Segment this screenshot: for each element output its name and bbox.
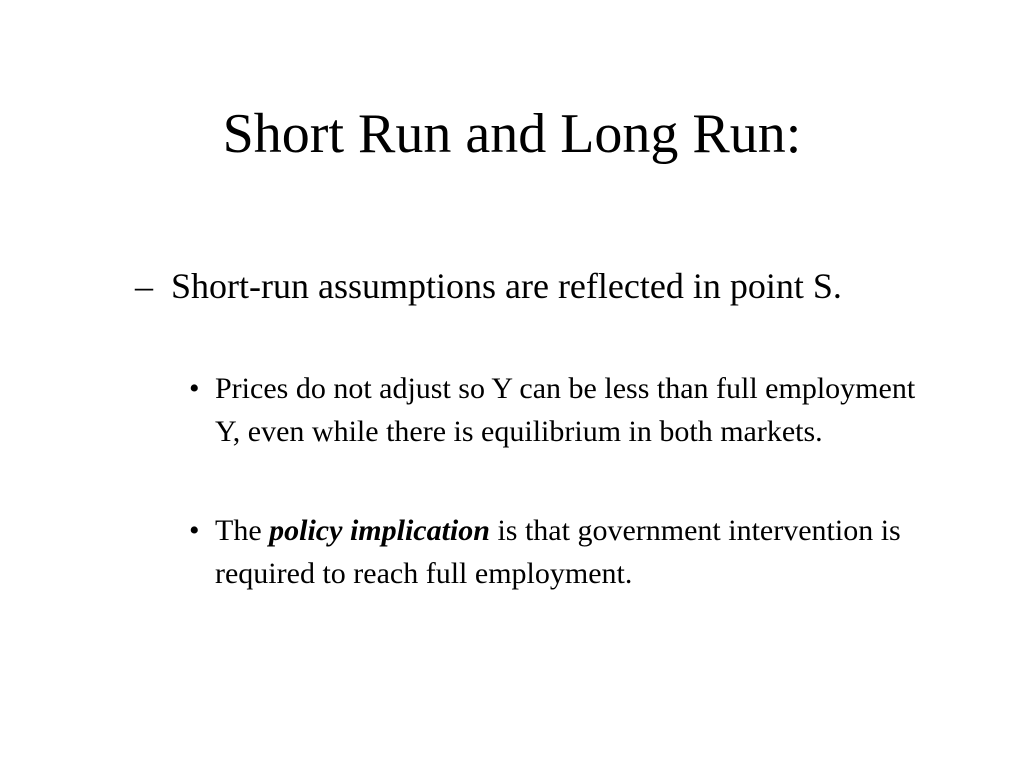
policy-prefix: The bbox=[215, 514, 262, 547]
sub-point-policy-text bbox=[215, 510, 929, 595]
main-point bbox=[135, 262, 935, 310]
slide-title: Short Run and Long Run: bbox=[222, 103, 802, 165]
sub-point-prices-text: Prices do not adjust so Y can be less than full employment Y, even while there is equilibrium in both markets. bbox=[215, 372, 916, 448]
policy-suffix: is that government intervention is required to reach full employment. bbox=[215, 514, 901, 590]
sub-point-policy bbox=[189, 510, 929, 595]
sub-point-prices bbox=[189, 368, 929, 453]
bullet-marker: • bbox=[189, 372, 200, 405]
dash-marker: – bbox=[135, 266, 153, 306]
policy-implication-emphasis: policy implication bbox=[269, 514, 490, 547]
main-point-text: Short-run assumptions are reflected in point S. bbox=[171, 266, 842, 306]
bullet-marker: • bbox=[189, 514, 200, 547]
